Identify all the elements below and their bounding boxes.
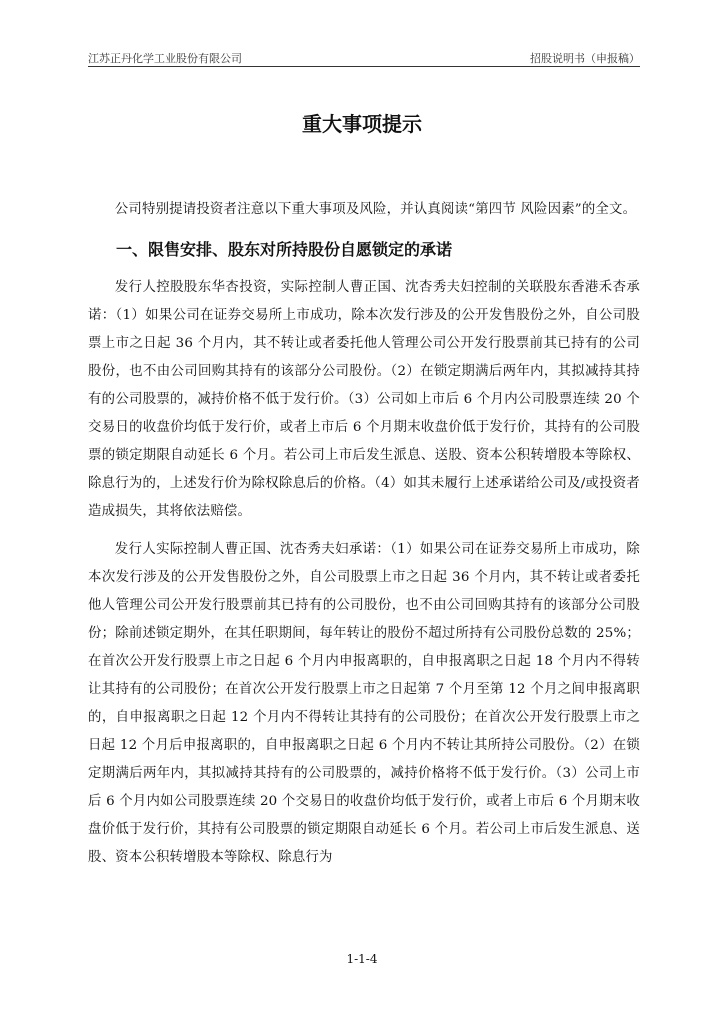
header-company-name: 江苏正丹化学工业股份有限公司 bbox=[88, 52, 242, 65]
intro-paragraph: 公司特别提请投资者注意以下重大事项及风险，并认真阅读“第四节 风险因素”的全文。 bbox=[114, 202, 637, 217]
commitment-paragraph-actual-controllers: 发行人实际控制人曹正国、沈杏秀夫妇承诺：（1）如果公司在证券交易所上市成功，除本次发行涉及的公开发售股份之外，自公司股票上市之日起 36 个月内，其不转让或者委托他人管理公司公开发行股票前其已持有的公司股份，也不由公司回购其持有的该部分公司股份；除前述锁定期外，在其任职期间，每年转让的股份不超过所持有公司股份总数的 25%；在首次公开发行股票上市之日起 6 个月内申报离职的，自申报离职之日起 18 个月内不得转让其持有的公司股份；在首次公开发行股票上市之日起第 7 个月至第 12 个月之间申报离职的，自申报离职之日起 12 个月内不得转让其持有的公司股份；在首次公开发行股票上市之日起 12 个月后申报离职的，自申报离职之日起 6 个月内不转让其所持公司股份。（2）在锁定期满后两年内，其拟减持其持有的公司股票的，减持价格将不低于发行价。（3）公司上市后 6 个月内如公司股票连续 20 个交易日的收盘价均低于发行价，或者上市后 6 个月期末收盘价低于发行价，其持有公司股票的锁定期限自动延长 6 个月。若公司上市后发生派息、送股、资本公积转增股本等除权、除息行为 bbox=[88, 542, 640, 865]
page-header bbox=[88, 46, 640, 67]
page-number: 1-1-4 bbox=[346, 952, 378, 966]
commitment-paragraph-controlling-shareholder: 发行人控股股东华杏投资，实际控制人曹正国、沈杏秀夫妇控制的关联股东香港禾杏承诺：（1）如果公司在证券交易所上市成功，除本次发行涉及的公开发售股份之外，自公司股票上市之日起 36 个月内，其不转让或者委托他人管理公司公开发行股票前其已持有的公司股份，也不由公司回购其持有的该部分公司股份。（2）在锁定期满后两年内，其拟减持其持有的公司股票的，减持价格不低于发行价。（3）公司如上市后 6 个月内公司股票连续 20 个交易日的收盘价均低于发行价，或者上市后 6 个月期末收盘价低于发行价，其持有的公司股票的锁定期限自动延长 6 个月。若公司上市后发生派息、送股、资本公积转增股本等除权、除息行为的，上述发行价为除权除息后的价格。（4）如其未履行上述承诺给公司及/或投资者造成损失，其将依法赔偿。 bbox=[88, 280, 640, 519]
document-body bbox=[88, 196, 640, 882]
page-title: 重大事项提示 bbox=[302, 112, 422, 136]
header-document-type: 招股说明书（申报稿） bbox=[530, 52, 640, 65]
section-heading: 一、限售安排、股东对所持股份自愿锁定的承诺 bbox=[116, 240, 453, 259]
